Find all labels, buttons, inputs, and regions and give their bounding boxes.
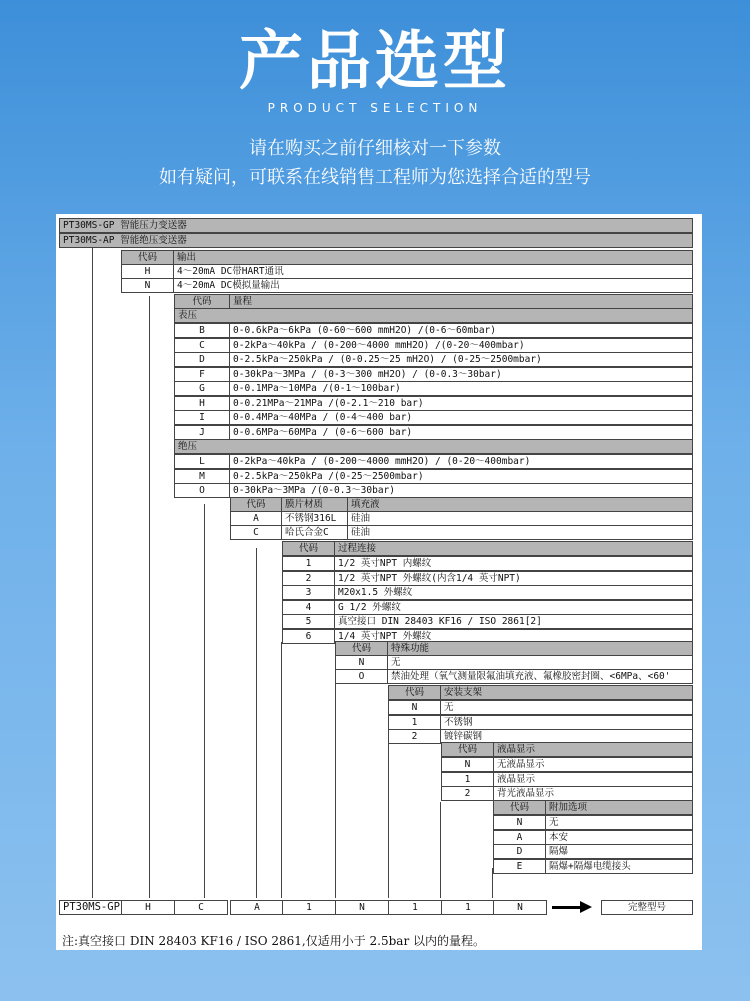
range-abs-label: 绝压	[174, 439, 693, 454]
model-row-ap: PT30MS-AP 智能绝压变送器	[59, 233, 693, 248]
output-code: N	[121, 278, 174, 293]
process-desc: G 1/2 外螺纹	[334, 600, 693, 615]
option-desc: 隔爆+隔爆电缆接头	[545, 859, 693, 874]
process-desc: M20x1.5 外螺纹	[334, 585, 693, 600]
bracket-desc: 无	[440, 700, 693, 715]
gauge-range-code: B	[174, 323, 230, 338]
process-desc: 1/2 英寸NPT 外螺纹(内含1/4 英寸NPT)	[334, 571, 693, 586]
gauge-range-desc: 0-30kPa～3MPa / (0-3～300 mH2O) / (0-0.3～30bar)	[229, 367, 693, 382]
example-code: C	[174, 900, 228, 915]
process-code: 3	[282, 585, 335, 600]
diaphragm-fill-header: 填充液	[347, 497, 693, 512]
example-code: 1	[441, 900, 495, 915]
connector-line	[92, 248, 93, 898]
process-desc: 真空接口 DIN 28403 KF16 / ISO 2861[2]	[334, 614, 693, 629]
gauge-range-code: G	[174, 381, 230, 396]
option-desc: 本安	[545, 830, 693, 845]
page-subtitle: PRODUCT SELECTION	[267, 101, 483, 115]
process-code: 5	[282, 614, 335, 629]
process-desc: 1/2 英寸NPT 内螺纹	[334, 556, 693, 571]
lcd-desc: 液晶显示	[493, 772, 693, 787]
option-desc: 无	[545, 815, 693, 830]
option-code: D	[493, 844, 546, 859]
connector-line	[256, 548, 257, 898]
gauge-range-desc: 0-0.6MPa～60MPa / (0-6～600 bar)	[229, 425, 693, 440]
intro-line-2: 如有疑问，可联系在线销售工程师为您选择合适的型号	[159, 167, 591, 188]
abs-range-desc: 0-2kPa～40kPa / (0-200～4000 mmH2O) / (0-20～400mbar)	[229, 454, 693, 469]
diaphragm-code: A	[230, 511, 282, 526]
bracket-code-header: 代码	[388, 685, 441, 700]
abs-range-code: L	[174, 454, 230, 469]
lcd-desc: 背光液晶显示	[493, 786, 693, 801]
example-code: H	[121, 900, 175, 915]
abs-range-desc: 0-2.5kPa～250kPa /(0-25～2500mbar)	[229, 469, 693, 484]
connector-line	[281, 642, 282, 898]
abs-range-desc: 0-30kPa～3MPa /(0-0.3～30bar)	[229, 483, 693, 498]
example-code: 1	[282, 900, 336, 915]
lcd-desc: 无液晶显示	[493, 757, 693, 772]
bracket-name-header: 安装支架	[440, 685, 693, 700]
selection-table-panel	[56, 214, 702, 950]
range-name-header: 量程	[229, 294, 693, 309]
option-code: E	[493, 859, 546, 874]
gauge-range-desc: 0-0.6kPa～6kPa (0-60～600 mmH2O) /(0-6～60mbar)	[229, 323, 693, 338]
lcd-name-header: 液晶显示	[493, 742, 693, 757]
connector-line	[335, 672, 336, 898]
gauge-range-code: I	[174, 410, 230, 425]
gauge-range-code: F	[174, 367, 230, 382]
complete-model-label: 完整型号	[601, 900, 693, 915]
bracket-desc: 镀锌碳钢	[440, 729, 693, 744]
example-code: 1	[388, 900, 442, 915]
connector-line	[204, 504, 205, 898]
option-code: A	[493, 830, 546, 845]
gauge-range-code: J	[174, 425, 230, 440]
option-desc: 隔爆	[545, 844, 693, 859]
process-code: 1	[282, 556, 335, 571]
connector-line	[440, 802, 441, 898]
process-code: 2	[282, 571, 335, 586]
gauge-range-code: C	[174, 338, 230, 353]
diaphragm-material-header: 膜片材质	[281, 497, 348, 512]
bracket-code: 2	[388, 729, 441, 744]
process-desc: 1/4 英寸NPT 外螺纹	[334, 629, 693, 644]
process-code: 6	[282, 629, 335, 644]
diaphragm-code-header: 代码	[230, 497, 282, 512]
diaphragm-fill: 硅油	[347, 511, 693, 526]
diaphragm-material: 哈氏合金C	[281, 525, 348, 540]
diaphragm-code: C	[230, 525, 282, 540]
diaphragm-material: 不锈钢316L	[281, 511, 348, 526]
special-desc: 无	[387, 655, 693, 670]
connector-line	[388, 744, 389, 898]
gauge-range-desc: 0-2.5kPa～250kPa / (0-0.25～25 mH2O) / (0-25～2500mbar)	[229, 352, 693, 367]
example-model: PT30MS-GP	[59, 900, 123, 915]
options-code-header: 代码	[493, 800, 546, 815]
option-code: N	[493, 815, 546, 830]
connector-line	[149, 296, 150, 898]
arrow-right-icon	[580, 901, 592, 913]
gauge-range-desc: 0-0.1MPa～10MPa /(0-1～100bar)	[229, 381, 693, 396]
output-desc: 4～20mA DC模拟量输出	[173, 278, 693, 293]
page-title: 产品选型	[239, 25, 511, 99]
abs-range-code: O	[174, 483, 230, 498]
example-code: A	[230, 900, 284, 915]
special-code: O	[335, 669, 388, 684]
gauge-range-desc: 0-2kPa～40kPa / (0-200～4000 mmH2O) /(0-20～400mbar)	[229, 338, 693, 353]
gauge-range-code: H	[174, 396, 230, 411]
output-code-header: 代码	[121, 250, 174, 265]
lcd-code: 2	[441, 786, 494, 801]
range-code-header: 代码	[174, 294, 230, 309]
arrow-line	[552, 906, 582, 909]
lcd-code-header: 代码	[441, 742, 494, 757]
special-name-header: 特殊功能	[387, 641, 693, 656]
special-code: N	[335, 655, 388, 670]
options-name-header: 附加选项	[545, 800, 693, 815]
range-gauge-label: 表压	[174, 308, 693, 323]
gauge-range-desc: 0-0.4MPa～40MPa / (0-4～400 bar)	[229, 410, 693, 425]
process-code: 4	[282, 600, 335, 615]
output-desc: 4～20mA DC带HART通讯	[173, 264, 693, 279]
footnote: 注:真空接口 DIN 28403 KF16 / ISO 2861,仅适用小于 2.5bar 以内的量程。	[62, 934, 486, 948]
output-name-header: 输出	[173, 250, 693, 265]
example-code: N	[335, 900, 389, 915]
bracket-code: N	[388, 700, 441, 715]
gauge-range-desc: 0-0.21MPa～21MPa /(0-2.1～210 bar)	[229, 396, 693, 411]
lcd-code: N	[441, 757, 494, 772]
bracket-desc: 不锈钢	[440, 715, 693, 730]
example-code: N	[493, 900, 547, 915]
special-desc: 禁油处理（氧气测量限氟油填充液、氟橡胶密封圈、<6MPa、<60'	[387, 669, 693, 684]
bracket-code: 1	[388, 715, 441, 730]
process-code-header: 代码	[282, 541, 335, 556]
intro-line-1: 请在购买之前仔细核对一下参数	[249, 138, 501, 159]
abs-range-code: M	[174, 469, 230, 484]
special-code-header: 代码	[335, 641, 388, 656]
output-code: H	[121, 264, 174, 279]
model-row-gp: PT30MS-GP 智能压力变送器	[59, 218, 693, 233]
lcd-code: 1	[441, 772, 494, 787]
diaphragm-fill: 硅油	[347, 525, 693, 540]
gauge-range-code: D	[174, 352, 230, 367]
process-name-header: 过程连接	[334, 541, 693, 556]
